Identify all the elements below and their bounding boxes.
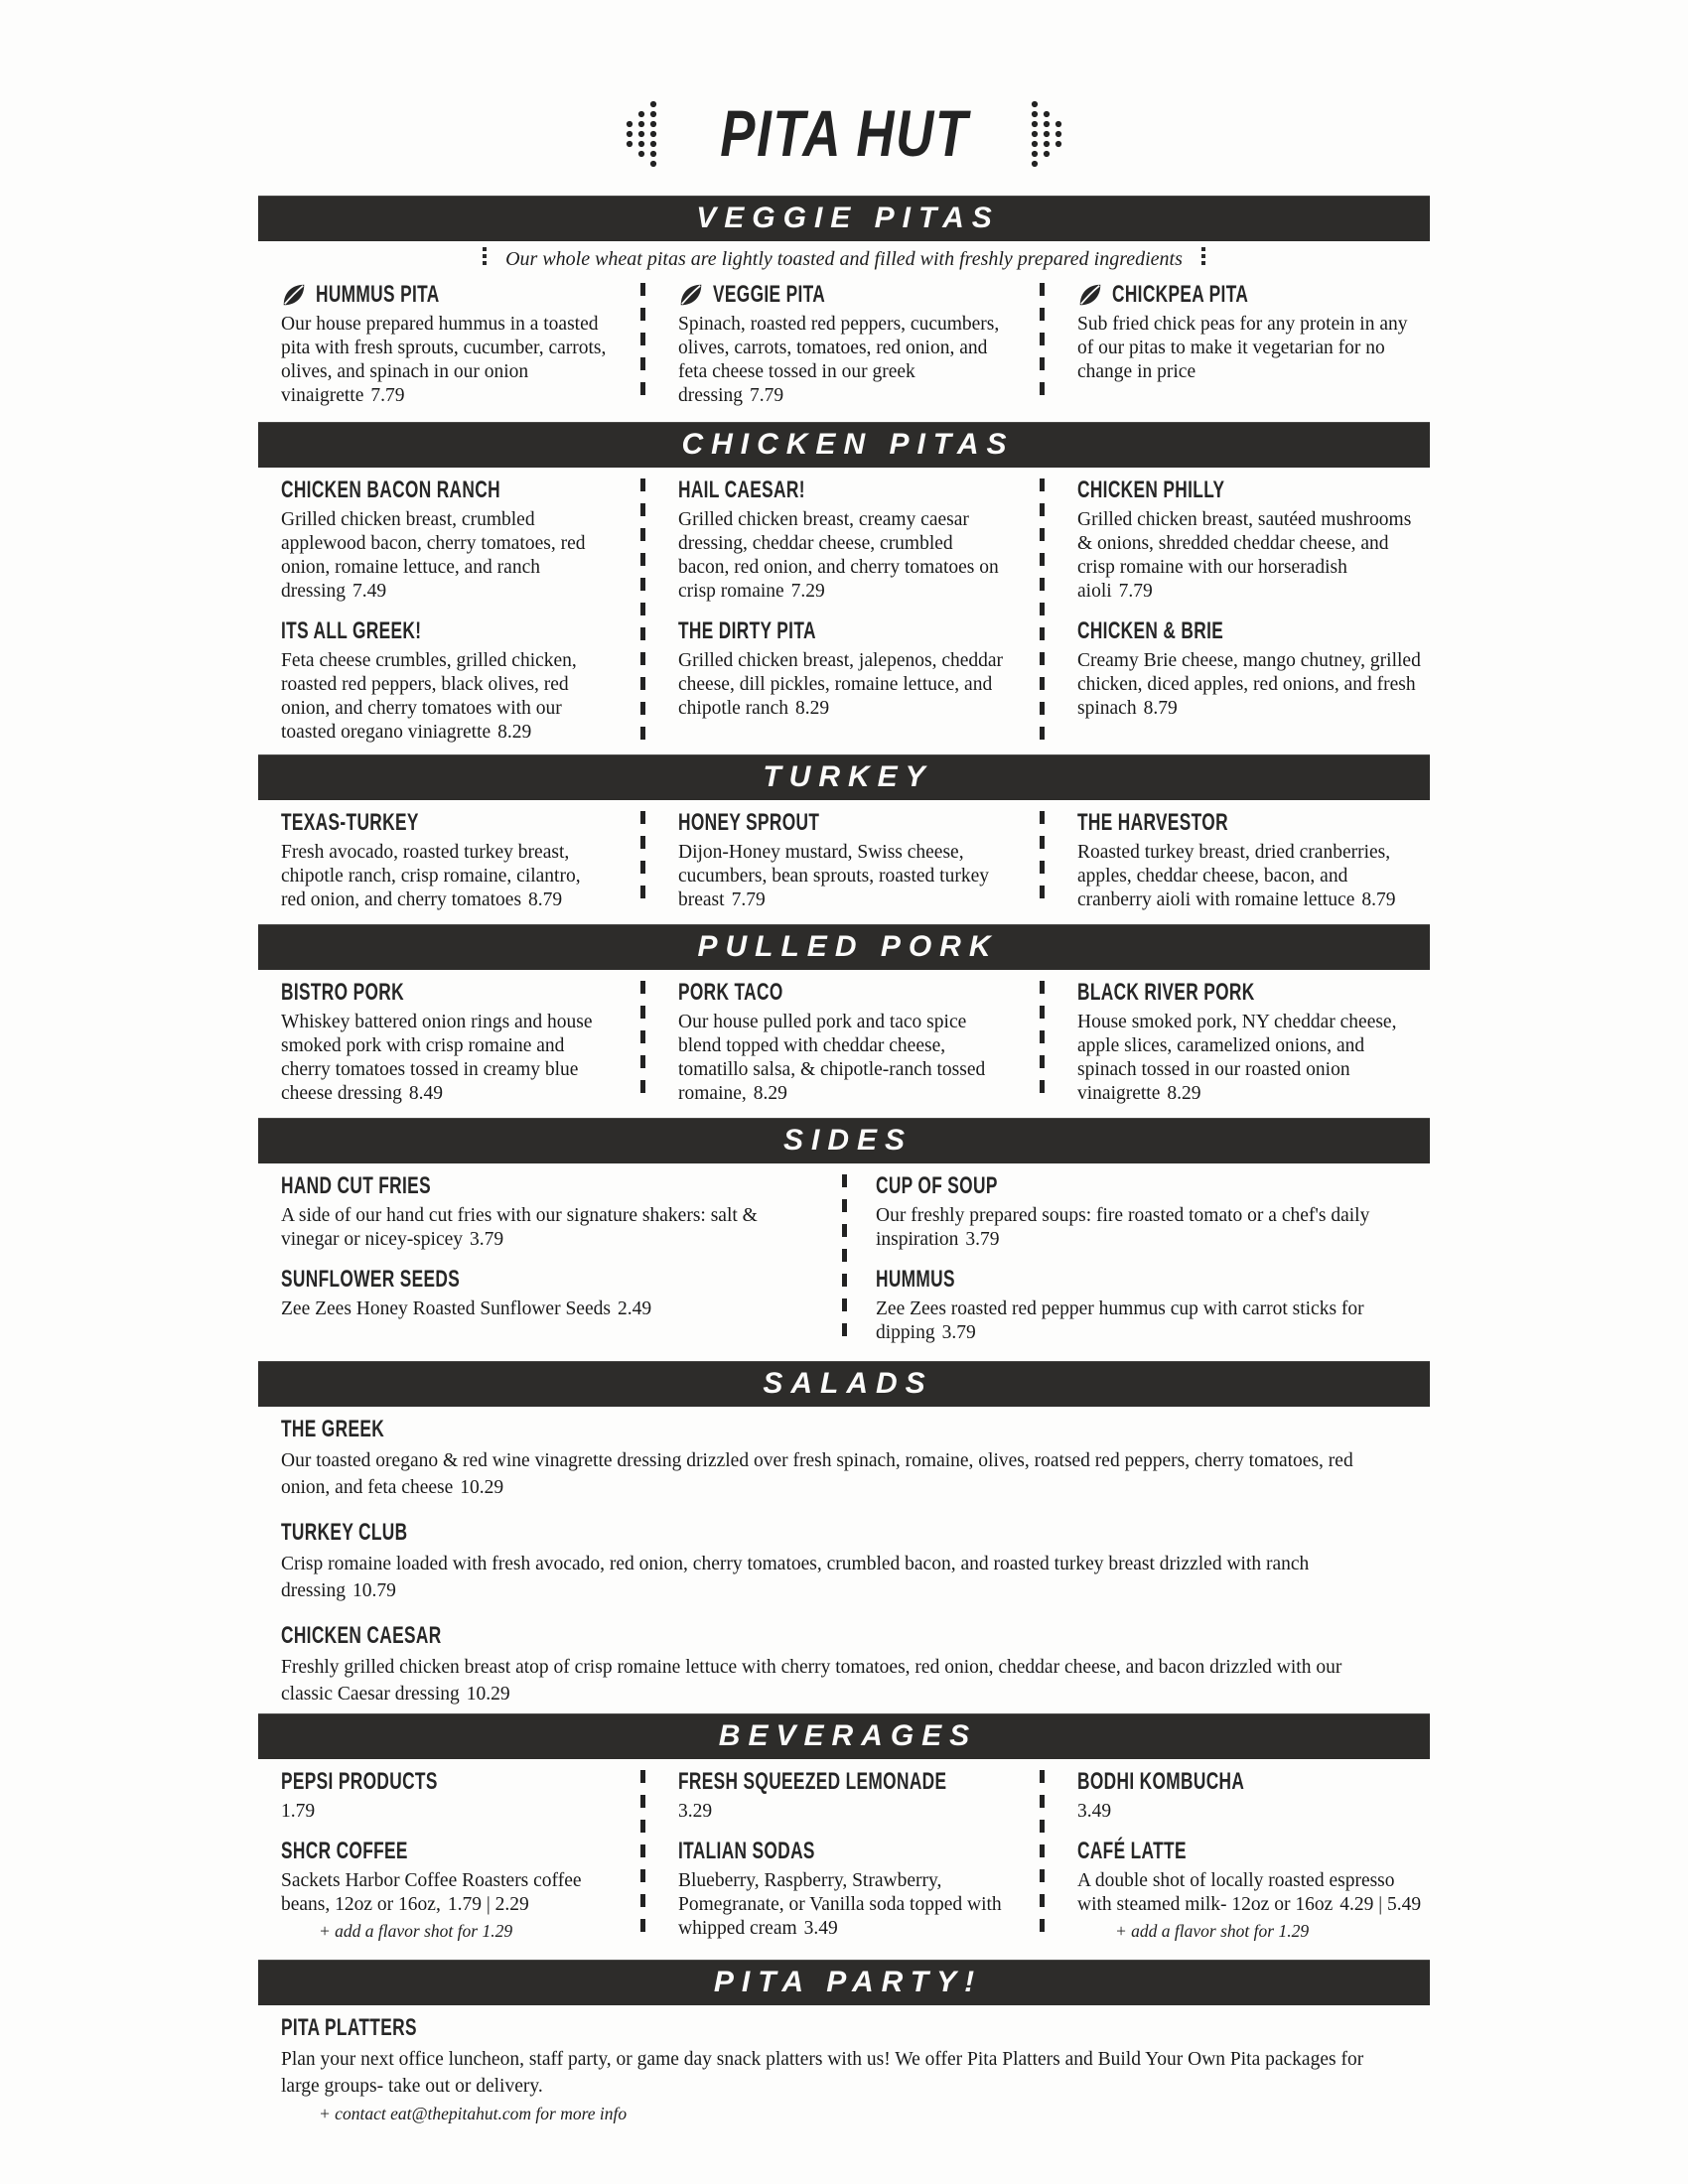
item-title: BLACK RIVER PORK	[1077, 979, 1255, 1006]
item-price: 3.49	[1077, 1801, 1112, 1822]
item-description: Grilled chicken breast, crumbled applewood bacon, cherry tomatoes, red onion, romaine lettuce, and ranch dressing	[281, 509, 586, 602]
item-description: A double shot of locally roasted espresso with steamed milk- 12oz or 16oz	[1077, 1870, 1395, 1915]
menu-item-chickpea-pita	[1077, 281, 1424, 384]
item-description: Grilled chicken breast, sautéed mushrooms & onions, shredded cheddar cheese, and crisp romaine with our horseradish aioli	[1077, 509, 1412, 602]
item-description: Freshly grilled chicken breast atop of crisp romaine lettuce with cherry tomatoes, red onion, cheddar cheese, and bacon drizzled with our classic Caesar dressing	[281, 1657, 1342, 1705]
item-description: Whiskey battered onion rings and house smoked pork with crisp romaine and cherry tomatoes tossed in creamy blue cheese dressing	[281, 1012, 593, 1104]
item-title: CHICKEN & BRIE	[1077, 617, 1224, 644]
item-description: Crisp romaine loaded with fresh avocado, red onion, cherry tomatoes, crumbled bacon, and roasted turkey breast drizzled with ranch dressing	[281, 1554, 1310, 1601]
menu-item-shcr-coffee	[281, 1838, 607, 1942]
menu-item-texas-turkey	[281, 809, 607, 912]
menu-item-hail-caesar	[678, 477, 1006, 604]
item-price: 4.29 | 5.49	[1339, 1894, 1422, 1915]
item-title: PITA PLATTERS	[281, 2014, 417, 2041]
menu-item-pita-platters	[281, 2014, 1430, 2124]
menu-item-black-river-pork	[1077, 979, 1424, 1106]
menu-item-pepsi-products	[281, 1768, 607, 1824]
section-sides	[258, 1118, 1430, 1345]
item-price: 3.29	[678, 1801, 713, 1822]
menu-item-its-all-greek	[281, 617, 607, 745]
item-price: 7.79	[731, 889, 766, 910]
item-price: 7.79	[1118, 581, 1153, 602]
tagline-text: Our whole wheat pitas are lightly toasted and filled with freshly prepared ingredients	[505, 248, 1183, 270]
item-price: 8.29	[497, 722, 532, 743]
leaf-icon	[678, 282, 704, 308]
menu-item-pork-taco	[678, 979, 1006, 1106]
section-salads	[258, 1361, 1430, 1707]
item-title: TURKEY CLUB	[281, 1519, 408, 1546]
section-banner-turkey: TURKEY	[258, 754, 1430, 800]
section-beverages	[258, 1713, 1430, 1942]
item-title: ITALIAN SODAS	[678, 1838, 815, 1864]
item-price: 10.79	[352, 1580, 396, 1601]
item-title: PORK TACO	[678, 979, 783, 1006]
item-price: 8.29	[795, 698, 830, 719]
item-price: 3.79	[965, 1229, 1000, 1250]
item-description: Dijon-Honey mustard, Swiss cheese, cucumbers, bean sprouts, roasted turkey breast	[678, 842, 989, 910]
menu-item-honey-sprout	[678, 809, 1006, 912]
menu-item-chicken-caesar	[281, 1622, 1430, 1707]
menu-item-cup-of-soup	[876, 1172, 1420, 1252]
column-divider	[1040, 283, 1045, 404]
item-title: CHICKEN CAESAR	[281, 1622, 442, 1649]
item-title: FRESH SQUEEZED LEMONADE	[678, 1768, 947, 1795]
item-price: 1.79	[281, 1801, 316, 1822]
section-turkey	[258, 754, 1430, 912]
veggie-items-grid	[258, 281, 1430, 408]
section-banner-beverages: BEVERAGES	[258, 1713, 1430, 1759]
item-description: Plan your next office luncheon, staff party, or game day snack platters with us! We offer Pita Platters and Build Your Own Pita packages for large groups- take out or delivery.	[281, 2049, 1364, 2097]
item-description: Spinach, roasted red peppers, cucumbers, olives, carrots, tomatoes, red onion, and feta cheese tossed in our greek dressing	[678, 314, 1000, 406]
beverage-items-grid	[258, 1768, 1430, 1942]
column-divider	[640, 283, 645, 404]
item-title: SHCR COFFEE	[281, 1838, 408, 1864]
tagline-ornament-right-icon	[1198, 246, 1208, 272]
item-title: CHICKEN BACON RANCH	[281, 477, 500, 503]
item-title: HUMMUS PITA	[316, 281, 440, 308]
item-price: 2.49	[617, 1298, 652, 1319]
menu-item-fresh-squeezed-lemonade	[678, 1768, 1006, 1824]
restaurant-header	[0, 95, 1688, 171]
item-price: 7.79	[370, 385, 405, 406]
section-pulled-pork	[258, 924, 1430, 1106]
section-banner-salads: SALADS	[258, 1361, 1430, 1407]
section-chicken-pitas	[258, 422, 1430, 745]
item-price: 1.79 | 2.29	[447, 1894, 529, 1915]
item-description: Fresh avocado, roasted turkey breast, chipotle ranch, crisp romaine, cilantro, red onion, and cherry tomatoes	[281, 842, 581, 910]
item-note: + add a flavor shot for 1.29	[1115, 1921, 1310, 1941]
item-description: Our house pulled pork and taco spice blend topped with cheddar cheese, tomatillo salsa, & chipotle-ranch tossed romaine,	[678, 1012, 986, 1104]
section-pita-party	[258, 1960, 1430, 2124]
item-price: 7.79	[750, 385, 784, 406]
section-tagline	[258, 246, 1430, 272]
item-price: 10.29	[466, 1684, 510, 1705]
menu-item-cafe-latte	[1077, 1838, 1424, 1942]
menu-item-chicken-philly	[1077, 477, 1424, 604]
column-divider	[1040, 1770, 1045, 1938]
section-banner-pulled-pork: PULLED PORK	[258, 924, 1430, 970]
column-divider	[1040, 478, 1045, 741]
column-divider	[640, 1770, 645, 1938]
column-divider	[1040, 981, 1045, 1102]
section-veggie-pitas	[258, 196, 1430, 408]
item-title: THE HARVESTOR	[1077, 809, 1228, 836]
item-description: House smoked pork, NY cheddar cheese, apple slices, caramelized onions, and spinach tossed in our roasted onion vinaigrette	[1077, 1012, 1397, 1104]
item-price: 8.79	[528, 889, 563, 910]
item-title: CAFÉ LATTE	[1077, 1838, 1187, 1864]
item-title: THE DIRTY PITA	[678, 617, 816, 644]
column-divider	[842, 1174, 847, 1341]
leaf-icon	[281, 282, 307, 308]
item-description: A side of our hand cut fries with our signature shakers: salt & vinegar or nicey-spicey	[281, 1205, 758, 1250]
section-banner-veggie-pitas: VEGGIE PITAS	[258, 196, 1430, 241]
menu-item-sunflower-seeds	[281, 1266, 796, 1321]
item-price: 10.29	[460, 1477, 504, 1498]
item-price: 3.79	[470, 1229, 504, 1250]
item-price: 8.49	[408, 1083, 443, 1104]
item-description: Creamy Brie cheese, mango chutney, grilled chicken, diced apples, red onions, and fresh spinach	[1077, 650, 1421, 719]
menu-item-bistro-pork	[281, 979, 607, 1106]
item-description: Roasted turkey breast, dried cranberries, apples, cheddar cheese, bacon, and cranberry aioli with romaine lettuce	[1077, 842, 1391, 910]
item-title: CHICKPEA PITA	[1112, 281, 1249, 308]
menu-item-hummus-side	[876, 1266, 1420, 1345]
dots-ornament-right-icon	[1025, 96, 1064, 170]
salads-items	[258, 1416, 1430, 1707]
item-title: HAIL CAESAR!	[678, 477, 805, 503]
item-price: 8.79	[1143, 698, 1178, 719]
item-description: Sub fried chick peas for any protein in any of our pitas to make it vegetarian for no change in price	[1077, 314, 1408, 382]
item-note: + contact eat@thepitahut.com for more info	[319, 2104, 628, 2123]
menu-item-italian-sodas	[678, 1838, 1006, 1941]
menu-item-hand-cut-fries	[281, 1172, 796, 1252]
item-price: 8.29	[753, 1083, 787, 1104]
item-description: Our toasted oregano & red wine vinagrette dressing drizzled over fresh spinach, romaine, olives, roatsed red peppers, cherry tomatoes, red onion, and feta cheese	[281, 1450, 1353, 1498]
party-items	[258, 2014, 1430, 2124]
menu-item-turkey-club	[281, 1519, 1430, 1604]
item-description: Zee Zees Honey Roasted Sunflower Seeds	[281, 1298, 611, 1319]
item-title: ITS ALL GREEK!	[281, 617, 422, 644]
section-banner-pita-party: PITA PARTY!	[258, 1960, 1430, 2005]
column-divider	[1040, 811, 1045, 908]
chicken-items-grid	[258, 477, 1430, 745]
item-title: HONEY SPROUT	[678, 809, 820, 836]
item-description: Zee Zees roasted red pepper hummus cup with carrot sticks for dipping	[876, 1298, 1364, 1343]
menu-item-veggie-pita	[678, 281, 1006, 408]
item-title: HUMMUS	[876, 1266, 955, 1293]
item-price: 8.29	[1167, 1083, 1201, 1104]
item-description: Our house prepared hummus in a toasted pita with fresh sprouts, cucumber, carrots, olives, and spinach in our onion vinaigrette	[281, 314, 607, 406]
item-title: HAND CUT FRIES	[281, 1172, 431, 1199]
item-title: TEXAS-TURKEY	[281, 809, 419, 836]
item-title: CHICKEN PHILLY	[1077, 477, 1225, 503]
column-divider	[640, 981, 645, 1102]
menu-body	[258, 196, 1430, 2124]
item-description: Grilled chicken breast, creamy caesar dressing, cheddar cheese, crumbled bacon, red onion, and cherry tomatoes on crisp romaine	[678, 509, 999, 602]
leaf-icon	[1077, 282, 1103, 308]
item-description: Blueberry, Raspberry, Strawberry, Pomegranate, or Vanilla soda topped with whipped cream	[678, 1870, 1002, 1939]
menu-item-bodhi-kombucha	[1077, 1768, 1424, 1824]
item-title: SUNFLOWER SEEDS	[281, 1266, 461, 1293]
section-banner-sides: SIDES	[258, 1118, 1430, 1163]
menu-item-the-dirty-pita	[678, 617, 1006, 721]
item-price: 3.49	[803, 1918, 838, 1939]
restaurant-title: PITA HUT	[719, 96, 969, 170]
item-title: VEGGIE PITA	[713, 281, 826, 308]
sides-items-grid	[258, 1172, 1430, 1345]
column-divider	[640, 478, 645, 741]
menu-item-the-greek	[281, 1416, 1430, 1501]
item-description: Feta cheese crumbles, grilled chicken, roasted red peppers, black olives, red onion, and cherry tomatoes with our toasted oregano viniagrette	[281, 650, 577, 743]
menu-item-chicken-bacon-ranch	[281, 477, 607, 604]
item-description: Sackets Harbor Coffee Roasters coffee beans, 12oz or 16oz,	[281, 1870, 582, 1915]
item-title: CUP OF SOUP	[876, 1172, 998, 1199]
item-title: PEPSI PRODUCTS	[281, 1768, 438, 1795]
section-banner-chicken-pitas: CHICKEN PITAS	[258, 422, 1430, 468]
tagline-ornament-left-icon	[480, 246, 490, 272]
item-price: 7.29	[790, 581, 825, 602]
menu-item-chicken-and-brie	[1077, 617, 1424, 721]
menu-item-the-harvestor	[1077, 809, 1424, 912]
item-description: Grilled chicken breast, jalepenos, cheddar cheese, dill pickles, romaine lettuce, and chipotle ranch	[678, 650, 1004, 719]
pork-items-grid	[258, 979, 1430, 1106]
turkey-items-grid	[258, 809, 1430, 912]
item-price: 3.79	[941, 1322, 976, 1343]
item-title: BISTRO PORK	[281, 979, 404, 1006]
item-title: BODHI KOMBUCHA	[1077, 1768, 1245, 1795]
item-note: + add a flavor shot for 1.29	[319, 1921, 513, 1941]
item-title: THE GREEK	[281, 1416, 385, 1442]
item-price: 8.79	[1361, 889, 1396, 910]
item-price: 7.49	[352, 581, 387, 602]
dots-ornament-left-icon	[624, 96, 663, 170]
menu-item-hummus-pita	[281, 281, 607, 408]
item-description: Our freshly prepared soups: fire roasted tomato or a chef's daily inspiration	[876, 1205, 1370, 1250]
column-divider	[640, 811, 645, 908]
